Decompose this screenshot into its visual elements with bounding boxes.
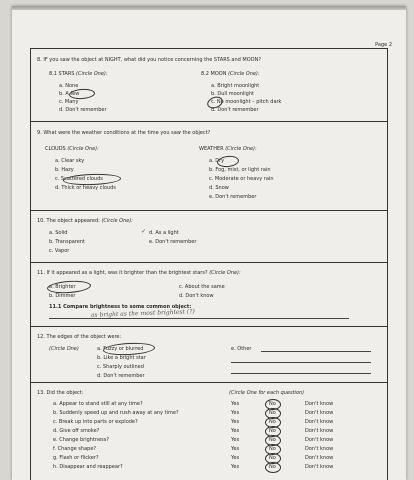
q8-question: 8. IF you saw the object at NIGHT, what did you notice concerning the STARS and MOON? <box>37 57 262 63</box>
other-line[interactable] <box>231 362 371 363</box>
dont-know-option[interactable]: Don't know <box>305 464 334 470</box>
weather-option[interactable]: e. Don't remember <box>209 194 257 200</box>
moon-heading: 8.2 MOON (Circle One): <box>201 71 260 77</box>
clouds-option[interactable]: b. Hazy <box>55 167 74 173</box>
appearance-option[interactable]: c. Vapor <box>49 248 70 254</box>
clouds-option[interactable]: c. Scattered clouds <box>55 176 103 182</box>
edge-option[interactable]: c. Sharply outlined <box>97 364 144 370</box>
brightness-option[interactable]: b. Dimmer <box>49 293 76 299</box>
brightness-option[interactable]: d. Don't know <box>179 293 214 299</box>
section-12-edges <box>30 326 388 383</box>
dont-know-option[interactable]: Don't know <box>305 410 334 416</box>
dont-know-option[interactable]: Don't know <box>305 419 334 425</box>
other-line[interactable] <box>261 351 371 352</box>
yes-option[interactable]: Yes <box>231 428 240 434</box>
dont-know-option[interactable]: Don't know <box>305 437 334 443</box>
section-10-appearance <box>30 210 388 263</box>
clouds-heading: CLOUDS (Circle One): <box>45 146 99 152</box>
q11-question: 11. If it appeared as a light, was it brighter than the brightest stars? (Circle One): <box>37 270 241 276</box>
yes-option[interactable]: Yes <box>231 464 240 470</box>
appearance-option[interactable]: e. Don't remember <box>149 239 197 245</box>
section-8-stars-moon <box>30 48 388 122</box>
stars-option[interactable]: c. Many <box>59 99 79 105</box>
yes-option[interactable]: Yes <box>231 446 240 452</box>
brightness-option[interactable]: a. Brighter <box>49 284 76 290</box>
q9-question: 9. What were the weather conditions at the time you saw the object? <box>37 130 211 136</box>
weather-heading: WEATHER (Circle One): <box>199 146 257 152</box>
brightness-option[interactable]: c. About the same <box>179 284 225 290</box>
yes-option[interactable]: Yes <box>231 410 240 416</box>
form-page <box>12 6 406 480</box>
stars-option[interactable]: b. A few <box>59 91 80 97</box>
weather-option[interactable]: a. Dry <box>209 158 225 164</box>
edge-other: e. Other <box>231 346 252 352</box>
check-mark: ✓ <box>141 228 147 235</box>
yes-option[interactable]: Yes <box>231 455 240 461</box>
q12-question: 12. The edges of the object were: <box>37 334 122 340</box>
weather-option[interactable]: d. Snow <box>209 185 229 191</box>
moon-option[interactable]: a. Bright moonlight <box>211 83 260 89</box>
section-13-behavior <box>30 382 388 480</box>
answer-circle <box>265 462 281 473</box>
behavior-question: a. Appear to stand still at any time? <box>53 401 143 407</box>
no-option[interactable]: No <box>269 419 276 425</box>
appearance-option[interactable]: b. Transparent <box>49 239 85 245</box>
q10-question: 10. The object appeared: (Circle One): <box>37 218 133 224</box>
no-option[interactable]: No <box>269 464 276 470</box>
behavior-question: e. Change brightness? <box>53 437 110 443</box>
weather-option[interactable]: b. Fog, mist, or light rain <box>209 167 271 173</box>
other-line[interactable] <box>231 373 371 374</box>
no-option[interactable]: No <box>269 446 276 452</box>
dont-know-option[interactable]: Don't know <box>305 446 334 452</box>
clouds-option[interactable]: a. Clear sky <box>55 158 85 164</box>
stars-heading: 8.1 STARS (Circle One): <box>49 71 108 77</box>
moon-option[interactable]: d. Don't remember <box>211 107 259 113</box>
q12-note: (Circle One) <box>49 346 79 352</box>
no-option[interactable]: No <box>269 455 276 461</box>
stars-option[interactable]: d. Don't remember <box>59 107 107 113</box>
q13-question: 13. Did the object: <box>37 390 84 396</box>
yes-option[interactable]: Yes <box>231 401 240 407</box>
dont-know-option[interactable]: Don't know <box>305 455 334 461</box>
dont-know-option[interactable]: Don't know <box>305 401 334 407</box>
edge-option[interactable]: d. Don't remember <box>97 373 145 379</box>
no-option[interactable]: No <box>269 437 276 443</box>
moon-option[interactable]: b. Dull moonlight <box>211 91 254 97</box>
edge-option[interactable]: b. Like a bright star <box>97 355 146 361</box>
clouds-option[interactable]: d. Thick or heavy clouds <box>55 185 116 191</box>
behavior-question: d. Give off smoke? <box>53 428 100 434</box>
yes-option[interactable]: Yes <box>231 437 240 443</box>
no-option[interactable]: No <box>269 428 276 434</box>
behavior-question: f. Change shape? <box>53 446 97 452</box>
section-9-weather <box>30 120 388 211</box>
page-number: Page 2 <box>375 42 392 48</box>
handwritten-answer: as bright as the most brightest (?) <box>90 308 195 319</box>
yes-option[interactable]: Yes <box>231 419 240 425</box>
behavior-question: c. Break up into parts or explode? <box>53 419 138 425</box>
moon-option[interactable]: c. No moonlight – pitch dark <box>211 99 282 105</box>
behavior-question: h. Disappear and reappear? <box>53 464 123 470</box>
scan-edge <box>12 6 406 10</box>
no-option[interactable]: No <box>269 410 276 416</box>
q11-subquestion: 11.1 Compare brightness to some common object: <box>49 304 192 310</box>
behavior-question: g. Flash or flicker? <box>53 455 99 461</box>
behavior-question: b. Suddenly speed up and rush away at any time? <box>53 410 179 416</box>
no-option[interactable]: No <box>269 401 276 407</box>
appearance-option[interactable]: a. Solid <box>49 230 68 236</box>
edge-option[interactable]: a. Fuzzy or blurred <box>97 346 144 352</box>
appearance-option[interactable]: d. As a light <box>149 230 179 236</box>
stars-option[interactable]: a. None <box>59 83 79 89</box>
dont-know-option[interactable]: Don't know <box>305 428 334 434</box>
weather-option[interactable]: c. Moderate or heavy rain <box>209 176 274 182</box>
q13-note: (Circle One for each question) <box>229 390 305 396</box>
section-11-brightness <box>30 262 388 327</box>
